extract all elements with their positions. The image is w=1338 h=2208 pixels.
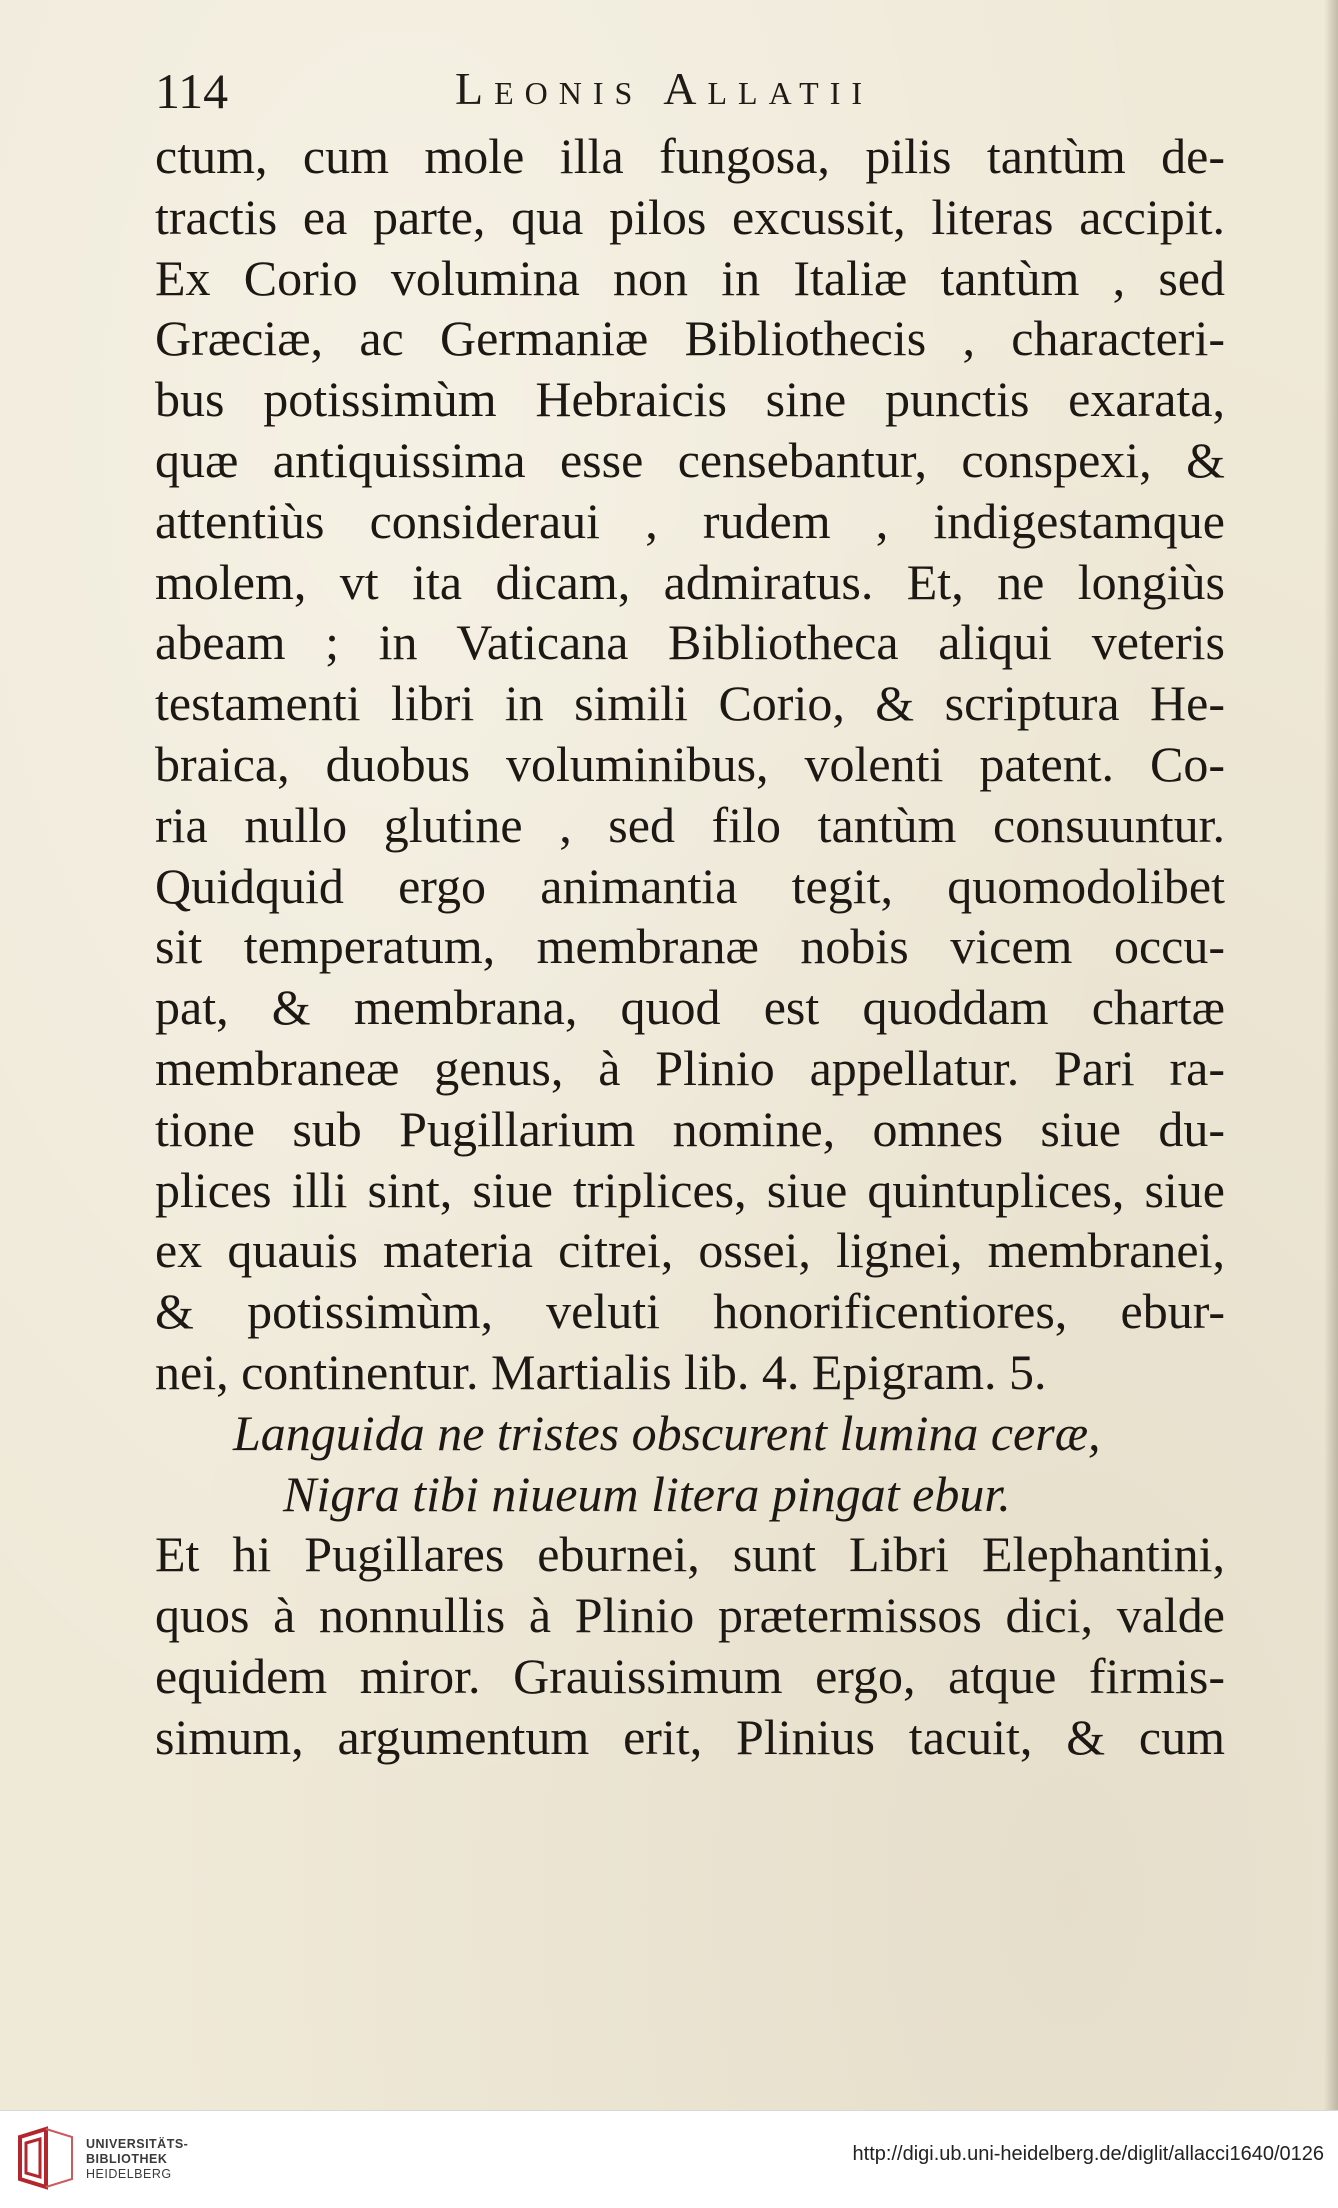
text-line: Ex Corio volumina non in Italiæ tantùm , sed (155, 249, 1225, 306)
library-name (86, 2137, 188, 2182)
text-line: braica, duobus voluminibus, volenti patent. Co- (155, 735, 1225, 792)
permalink-url[interactable]: http://digi.ub.uni-heidelberg.de/diglit/allacci1640/0126 (852, 2143, 1324, 2165)
text-line: tione sub Pugillarium nomine, omnes siue du- (155, 1100, 1225, 1157)
verse-line-2: Nigra tibi niueum litera pingat ebur. (283, 1465, 1011, 1522)
text-line: nei, continentur. Martialis lib. 4. Epigram. 5. (155, 1343, 1047, 1400)
text-line: sit temperatum, membranæ nobis vicem occu- (155, 918, 1225, 975)
text-line: tractis ea parte, qua pilos excussit, literas accipit. (155, 188, 1225, 245)
text-line: pat, & membrana, quod est quoddam chartæ (155, 979, 1225, 1036)
text-line: plices illi sint, siue triplices, siue quintuplices, siue (155, 1161, 1225, 1218)
text-line: attentiùs consideraui , rudem , indigestamque (155, 492, 1225, 549)
text-line: & potissimùm, veluti honorificentiores, ebur- (155, 1283, 1225, 1340)
text-line: molem, vt ita dicam, admiratus. Et, ne longiùs (155, 553, 1225, 610)
text-line: simum, argumentum erit, Plinius tacuit, & cum (155, 1708, 1225, 1765)
text-line: Græciæ, ac Germaniæ Bibliothecis , characteri- (155, 310, 1225, 367)
library-name-line1: UNIVERSITÄTS- (86, 2137, 189, 2151)
library-name-line2: BIBLIOTHEK (86, 2152, 168, 2166)
text-line: quæ antiquissima esse censebantur, conspexi, & (155, 431, 1225, 488)
library-name-line3: HEIDELBERG (86, 2167, 172, 2181)
body-text (155, 126, 1225, 1768)
text-line: equidem miror. Grauissimum ergo, atque firmis- (155, 1647, 1225, 1704)
text-line: ctum, cum mole illa fungosa, pilis tantùm de- (155, 128, 1225, 184)
text-line: ex quauis materia citrei, ossei, lignei, membranei, (155, 1222, 1225, 1279)
running-head: Leonis Allatii (455, 63, 874, 114)
page-header (155, 62, 1225, 122)
text-line: Et hi Pugillares eburnei, sunt Libri Elephantini, (155, 1526, 1225, 1583)
text-line: membraneæ genus, à Plinio appellatur. Pari ra- (155, 1039, 1225, 1096)
page-number: 114 (155, 63, 229, 119)
library-logo-icon (12, 2125, 82, 2195)
text-line: abeam ; in Vaticana Bibliotheca aliqui veteris (155, 614, 1225, 671)
text-line: ria nullo glutine , sed filo tantùm consuuntur. (155, 796, 1225, 853)
page-edge-shadow (1324, 0, 1338, 2110)
text-line: testamenti libri in simili Corio, & scriptura He- (155, 675, 1225, 732)
text-line: Quidquid ergo animantia tegit, quomodolibet (155, 857, 1225, 914)
text-line: quos à nonnullis à Plinio prætermissos dici, valde (155, 1587, 1225, 1644)
footer-bar (0, 2110, 1338, 2208)
verse-line-1: Languida ne tristes obscurent lumina ceræ, (233, 1404, 1101, 1461)
text-line: bus potissimùm Hebraicis sine punctis exarata, (155, 371, 1225, 428)
